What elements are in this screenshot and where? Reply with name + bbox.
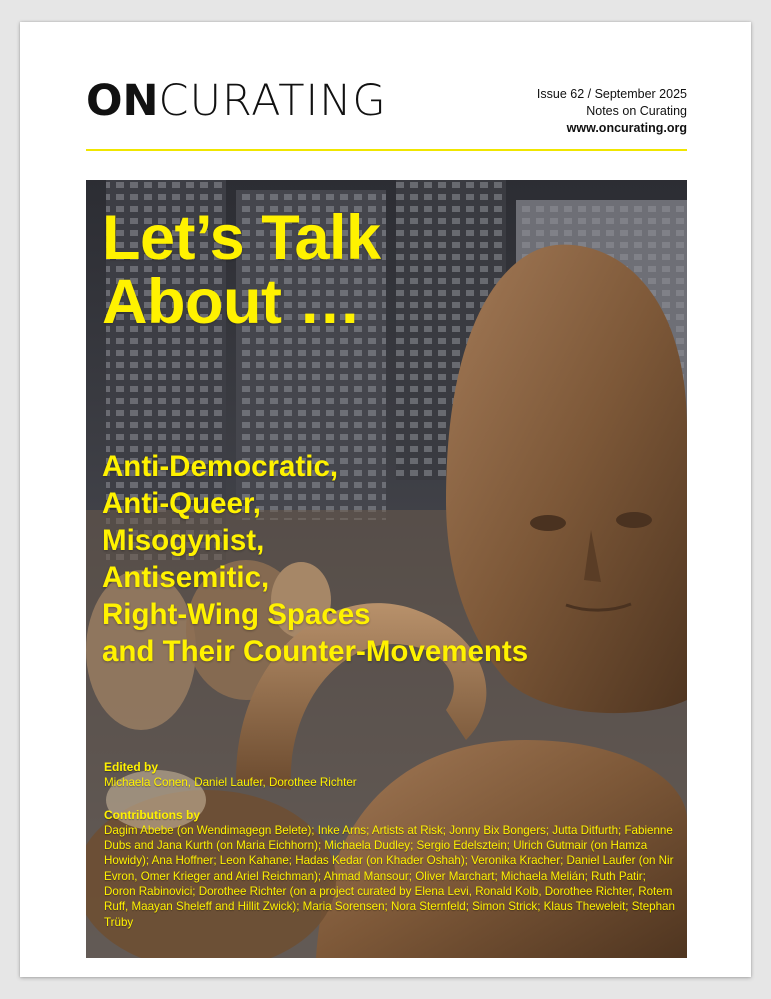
title-line-2: About … bbox=[102, 267, 361, 337]
cover-title bbox=[102, 203, 381, 337]
issue-line: Issue 62 / September 2025 bbox=[536, 87, 687, 101]
oncurating-logo bbox=[86, 76, 387, 126]
logo-curating: CURATING bbox=[158, 76, 387, 126]
subtitle-line-4: Antisemitic, bbox=[102, 561, 270, 594]
subtitle-line-1: Anti-Democratic, bbox=[102, 450, 339, 483]
cover-subtitle bbox=[102, 448, 528, 670]
issue-info bbox=[537, 86, 687, 137]
magazine-cover-page bbox=[20, 22, 751, 977]
editors-list: Michaela Conen, Daniel Laufer, Dorothee Richter bbox=[104, 776, 357, 790]
subtitle-line-5: Right-Wing Spaces bbox=[102, 598, 371, 631]
header-rule bbox=[86, 149, 687, 151]
subtitle-line-2: Anti-Queer, bbox=[102, 487, 261, 520]
subtitle-line-3: Misogynist, bbox=[102, 524, 265, 557]
contributions-heading: Contributions by bbox=[104, 807, 200, 822]
editors-block bbox=[104, 760, 679, 791]
logo-on: ON bbox=[86, 76, 159, 126]
title-line-1: Let’s Talk bbox=[102, 203, 381, 273]
website-url: www.oncurating.org bbox=[566, 121, 687, 135]
subtitle-line-6: and Their Counter-Movements bbox=[102, 635, 529, 668]
edited-by-heading: Edited by bbox=[104, 760, 159, 774]
cover-image-panel bbox=[86, 180, 687, 958]
contributors-list: Dagim Abebe (on Wendimagegn Belete); Inke Arns; Artists at Risk; Jonny Bix Bongers; Jutta Ditfurth; Fabienne Dubs and Jana Kurth (on Maria Eichhorn); Michaela Dudley; Sergio Edelsztein; Ulrich Gutmair (on Hamza Howidy); Ana Hoffner; Leon Kahane; Hadas Kedar (on Khader Oshah); Veronika Kracher; Daniel Laufer (on Nir Evron, Omer Krieger and Ariel Reichman); Ahmad Mansour; Oliver Marchart; Michaela Melián; Ruth Patir; Doron Rabinovici; Dorothee Richter (on a project curated by Elena Levi, Ronald Kolb, Dorothee Richter, Rotem Ruff, Maayan Sheleff and Hillit Zwick); Maria Sorensen; Nora Sternfeld; Simon Strick; Klaus Theweleit; Stephan Trüby bbox=[104, 823, 675, 929]
contributors-block bbox=[104, 808, 679, 930]
credits-section bbox=[104, 760, 679, 947]
series-line: Notes on Curating bbox=[586, 104, 687, 118]
